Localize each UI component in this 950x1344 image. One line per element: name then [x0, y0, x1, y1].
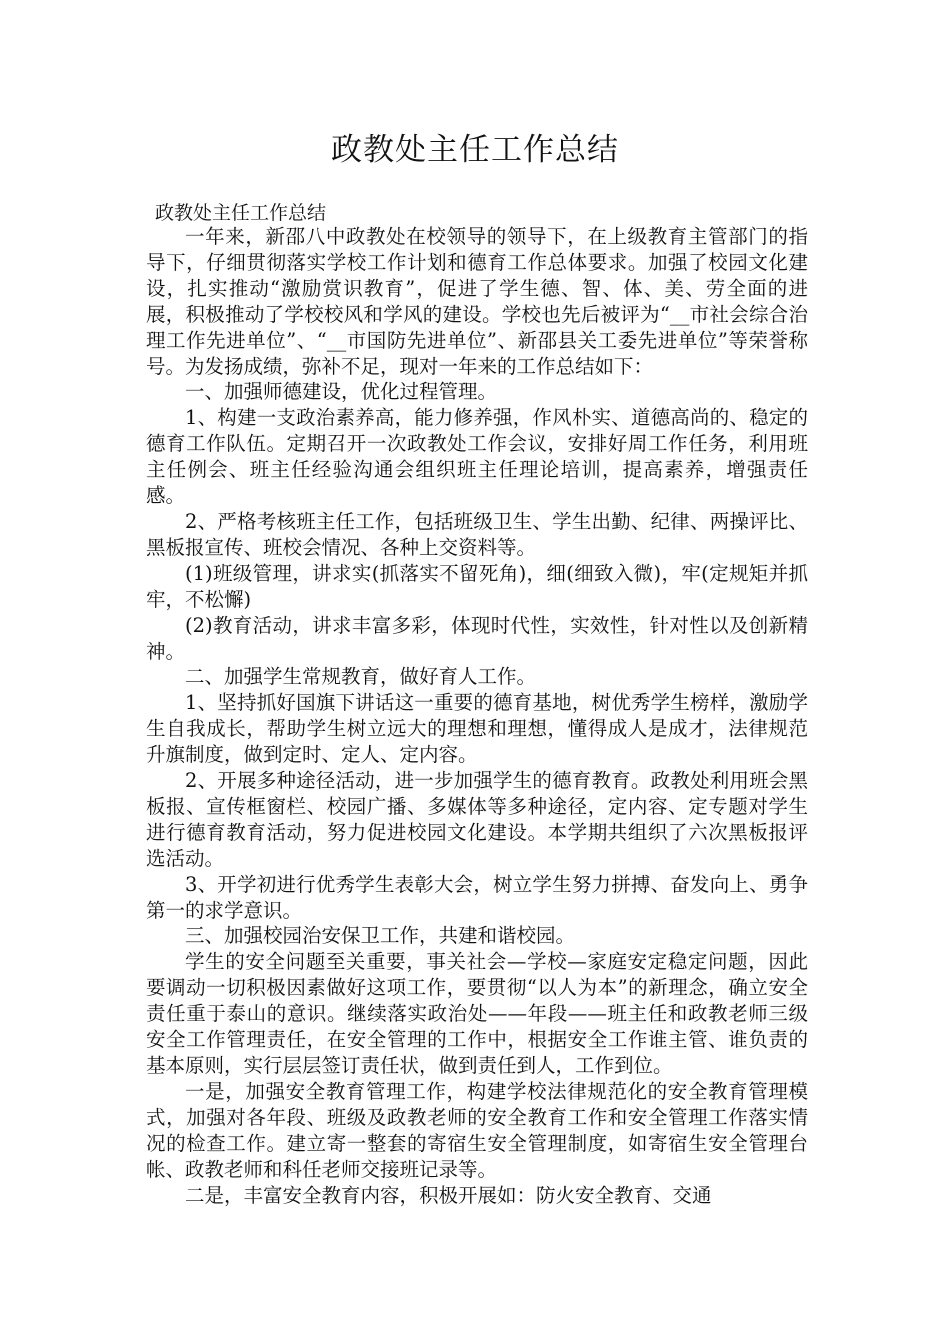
section-heading: 三、加强校园治安保卫工作，共建和谐校园。: [185, 924, 576, 948]
paragraph: 2、开展多种途径活动，进一步加强学生的德育教育。政教处利用班会黑板报、宣传框窗栏、校园广播、多媒体等多种途径，定内容、定专题对学生进行德育教育活动，努力促进校园文化建设。本学期共组织了六次黑板报评选活动。: [146, 769, 808, 870]
paragraph: 2、严格考核班主任工作，包括班级卫生、学生出勤、纪律、两操评比、黑板报宣传、班校会情况、各种上交资料等。: [146, 509, 808, 559]
paragraph: 1、构建一支政治素养高，能力修养强，作风朴实、道德高尚的、稳定的德育工作队伍。定期召开一次政教处工作会议，安排好周工作任务，利用班主任例会、班主任经验沟通会组织班主任理论培训，提高素养，增强责任感。: [146, 406, 808, 508]
paragraph: (1)班级管理，讲求实(抓落实不留死角)，细(细致入微)，牢(定规矩并抓牢，不松懈): [146, 561, 808, 611]
paragraph: 1、坚持抓好国旗下讲话这一重要的德育基地，树优秀学生榜样，激励学生自我成长，帮助学生树立远大的理想和理想，懂得成人是成才，法律规范升旗制度，做到定时、定人、定内容。: [146, 691, 808, 767]
paragraph: (2)教育活动，讲求丰富多彩，体现时代性，实效性，针对性以及创新精神。: [146, 613, 808, 663]
document-body: [146, 224, 808, 1208]
paragraph: 二是，丰富安全教育内容，积极开展如：防火安全教育、交通: [185, 1183, 712, 1207]
paragraph: 一年来，新邵八中政教处在校领导的领导下，在上级教育主管部门的指导下，仔细贯彻落实学校工作计划和德育工作总体要求。加强了校园文化建设，扎实推动“激励赏识教育”，促进了学生德、智、体、美、劳全面的进展，积极推动了学校校风和学风的建设。学校也先后被评为“__市社会综合治理工作先进单位”、“__市国防先进单位”、新邵县关工委先进单位”等荣誉称号。为发扬成绩，弥补不足，现对一年来的工作总结如下：: [146, 225, 808, 378]
section-heading: 二、加强学生常规教育，做好育人工作。: [185, 665, 537, 689]
section-heading: 一、加强师德建设，优化过程管理。: [185, 380, 498, 404]
document-subtitle: 政教处主任工作总结: [155, 202, 327, 224]
paragraph: 3、开学初进行优秀学生表彰大会，树立学生努力拼搏、奋发向上、勇争第一的求学意识。: [146, 872, 808, 922]
paragraph: 一是，加强安全教育管理工作，构建学校法律规范化的安全教育管理模式，加强对各年段、班级及政教老师的安全教育工作和安全管理工作落实情况的检查工作。建立寄一整套的寄宿生安全管理制度，如寄宿生安全管理台帐、政教老师和科任老师交接班记录等。: [146, 1079, 808, 1181]
document-title: 政教处主任工作总结: [331, 132, 619, 168]
paragraph: 学生的安全问题至关重要，事关社会—学校—家庭安定稳定问题，因此要调动一切积极因素做好这项工作，要贯彻“以人为本”的新理念，确立安全责任重于泰山的意识。继续落实政治处——年段——班主任和政教老师三级安全工作管理责任，在安全管理的工作中，根据安全工作谁主管、谁负责的基本原则，实行层层签订责任状，做到责任到人，工作到位。: [146, 950, 808, 1077]
